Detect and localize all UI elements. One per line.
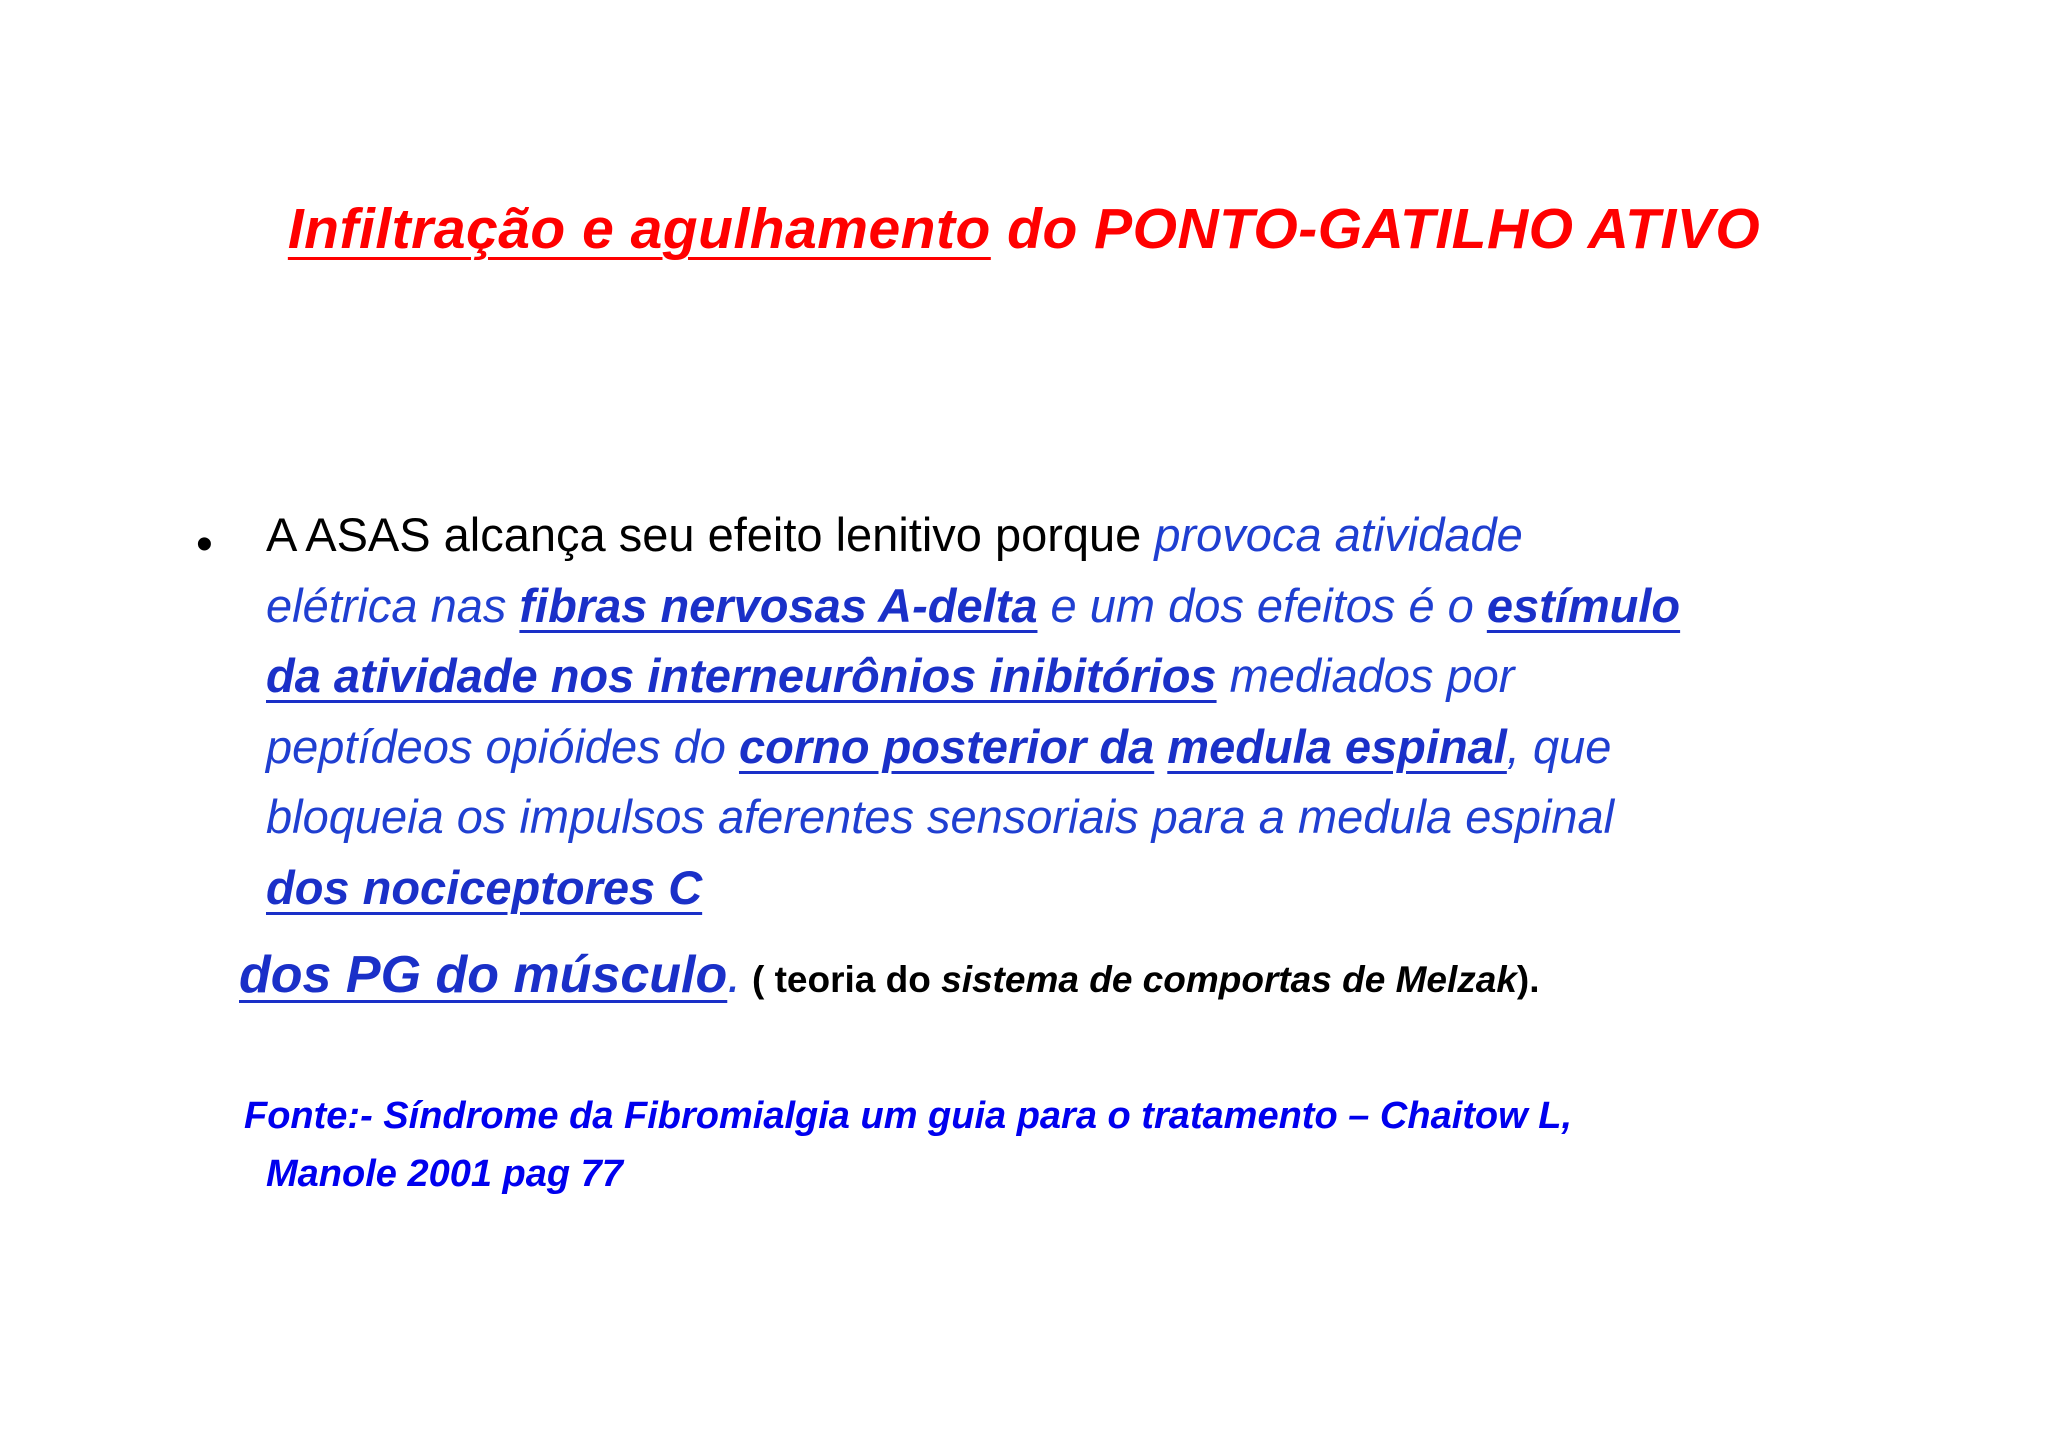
line2-italic-text-a: elétrica nas [266,578,520,632]
line5-italic-text: bloqueia os impulsos aferentes sensoriais para a medula espinal [266,790,1615,843]
theory-note-close: ). [1516,959,1540,1000]
slide-title [0,194,2048,264]
line3-italic-text: mediados por [1216,649,1515,702]
source-line-2: Manole 2001 pag 77 [266,1153,623,1195]
emphasis-corno-posterior: corno posterior da [738,719,1155,773]
bullet-icon: • [196,518,213,571]
title-underlined-part: Infiltração e agulhamento [287,197,991,261]
emphasis-fibras-nervosas: fibras nervosas A-delta [519,578,1038,632]
source-citation [244,1087,1894,1203]
emphasis-pg-musculo: dos PG do músculo [239,946,728,1004]
theory-note-italic: sistema de comportas de Melzak [941,959,1517,1000]
theory-note-open: ( teoria do [741,959,942,1000]
paragraph-line-6 [266,853,1856,924]
paragraph-line-3 [266,641,1856,712]
source-line-1: Fonte:- Síndrome da Fibromialgia um guia para o tratamento – Chaitow L, [244,1095,1573,1137]
emphasis-nociceptores: dos nociceptores C [266,860,703,914]
continuation-line [239,940,1540,1015]
paragraph-line-2 [266,571,1856,642]
emphasis-interneuronios: da atividade nos interneurônios inibitórios [266,649,1217,702]
line4-italic-text-b: , que [1506,719,1612,773]
title-rest: do PONTO-GATILHO ATIVO [990,197,1761,261]
continuation-period: . [727,946,742,1004]
emphasis-medula-espinal: medula espinal [1167,719,1507,773]
bullet-paragraph [266,500,1856,923]
line4-italic-text-a: peptídeos opióides do [266,719,739,773]
line1-italic-text: provoca atividade [1154,508,1523,561]
paragraph-line-4 [266,712,1856,783]
paragraph-line-1 [266,500,1856,571]
line2-italic-text-b: e um dos efeitos é o [1037,578,1487,632]
paragraph-line-5 [266,782,1856,853]
theory-note [742,959,1540,1000]
line4-space [1154,720,1167,773]
line1-plain-text: A ASAS alcança seu efeito lenitivo porque [266,508,1155,561]
emphasis-estimulo: estímulo [1486,578,1681,632]
